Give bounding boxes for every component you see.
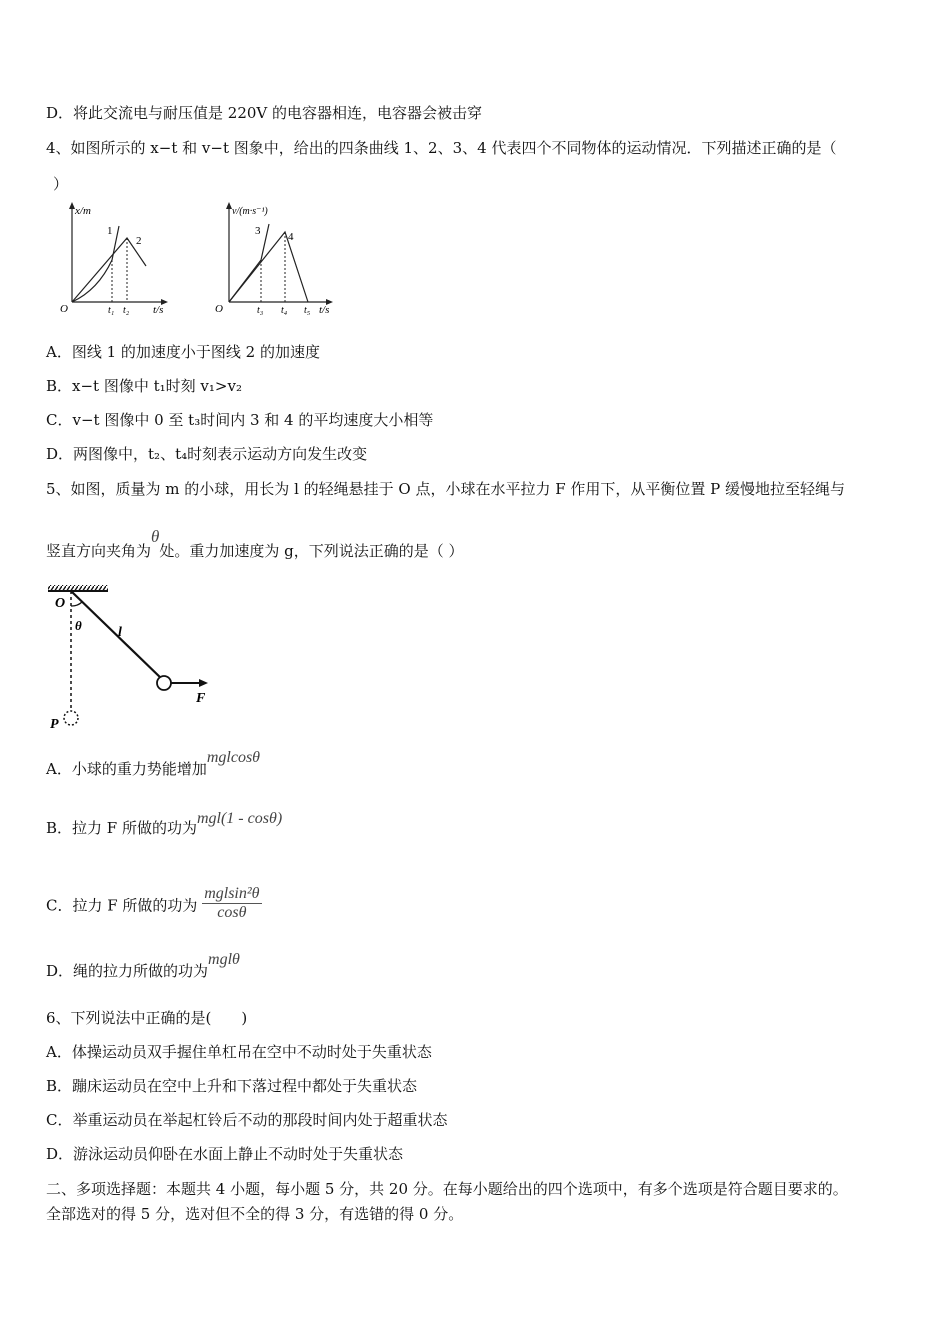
- q6-option-b: B．蹦床运动员在空中上升和下落过程中都处于失重状态: [46, 1077, 418, 1095]
- q6-stem: 6、下列说法中正确的是( ): [46, 1009, 248, 1027]
- vt-origin: O: [215, 303, 223, 315]
- q5-option-a-label: A．小球的重力势能增加: [46, 760, 207, 778]
- q5-option-a: [46, 749, 261, 779]
- vt-curve-4: [229, 232, 308, 302]
- q5-option-c: [46, 885, 262, 925]
- q4-graph-vt: [213, 200, 343, 318]
- xt-t1: t₁: [108, 305, 115, 316]
- q5-stem-line1: 5、如图，质量为 m 的小球，用长为 l 的轻绳悬挂于 O 点，小球在水平拉力 F 作用下，从平衡位置 P 缓慢地拉至轻绳与: [46, 480, 846, 498]
- xt-curve-1-label: 1: [107, 225, 113, 237]
- xt-ylabel: x/m: [75, 205, 91, 217]
- q5-option-b: [46, 810, 283, 838]
- q5-option-c-fraction: [202, 885, 261, 922]
- q5-option-a-formula: mglcosθ: [206, 749, 261, 766]
- xt-curve-2: [72, 238, 146, 302]
- q5-option-c-label: C．拉力 F 所做的功为: [46, 896, 198, 915]
- q5-stem-rest: 处。重力加速度为 g，下列说法正确的是（ ）: [159, 542, 464, 560]
- vt-curve-3: [229, 224, 269, 302]
- vt-curve-3-label: 3: [255, 225, 261, 237]
- q4-option-b: B．x−t 图像中 t₁时刻 v₁>v₂: [46, 377, 242, 395]
- q5-option-c-denominator: cosθ: [217, 904, 247, 921]
- q5-stem-line2: [46, 527, 464, 561]
- vt-t3: t₃: [257, 305, 264, 316]
- xt-t2: t₂: [123, 305, 130, 316]
- section2-intro-line2: 全部选对的得 5 分，选对但不全的得 3 分，有选错的得 0 分。: [46, 1205, 464, 1223]
- q4-option-c: C．v−t 图像中 0 至 t₃时间内 3 和 4 的平均速度大小相等: [46, 411, 434, 429]
- fig-label-O: O: [55, 596, 66, 611]
- fig-label-theta: θ: [75, 618, 82, 633]
- vt-t4: t₄: [281, 305, 288, 316]
- vt-xlabel: t/s: [319, 304, 330, 316]
- q5-stem-theta: θ: [151, 527, 160, 546]
- q5-option-b-label: B．拉力 F 所做的功为: [46, 819, 197, 837]
- xt-xlabel: t/s: [153, 304, 164, 316]
- fig-label-l: l: [118, 625, 122, 640]
- fig-label-P: P: [50, 717, 59, 732]
- section2-intro-line1: 二、多项选择题：本题共 4 小题，每小题 5 分，共 20 分。在每小题给出的四个选项中，有多个选项是符合题目要求的。: [46, 1180, 848, 1198]
- q5-option-c-numerator: mglsin²θ: [204, 885, 260, 902]
- q6-option-c: C．举重运动员在举起杠铃后不动的那段时间内处于超重状态: [46, 1111, 448, 1129]
- xt-origin: O: [60, 303, 68, 315]
- q4-stem: 4、如图所示的 x−t 和 v−t 图象中，给出的四条曲线 1、2、3、4 代表四个不同物体的运动情况．下列描述正确的是（: [46, 139, 837, 157]
- vt-ylabel: v/(m·s⁻¹): [232, 206, 268, 217]
- xt-curve-2-label: 2: [136, 235, 142, 247]
- q5-option-d-formula: mglθ: [208, 951, 240, 968]
- q5-option-d: [46, 951, 240, 981]
- q4-option-a: A．图线 1 的加速度小于图线 2 的加速度: [46, 343, 320, 361]
- q6-option-a: A．体操运动员双手握住单杠吊在空中不动时处于失重状态: [46, 1043, 432, 1061]
- q4-option-d: D．两图像中，t₂、t₄时刻表示运动方向发生改变: [46, 445, 368, 463]
- q3-option-d: D．将此交流电与耐压值是 220V 的电容器相连，电容器会被击穿: [46, 104, 483, 122]
- vt-curve-4-label: 4: [288, 231, 294, 243]
- q5-option-d-label: D．绳的拉力所做的功为: [46, 962, 209, 980]
- q6-option-d: D．游泳运动员仰卧在水面上静止不动时处于失重状态: [46, 1145, 404, 1163]
- q5-option-b-formula: mgl(1 - cosθ): [196, 810, 283, 827]
- vt-t5: t₅: [304, 305, 311, 316]
- q4-stem-tail: ）: [53, 175, 69, 193]
- q4-graph-xt: [58, 200, 178, 318]
- q5-stem-angle-text: 竖直方向夹角为: [46, 542, 152, 560]
- fig-label-F: F: [196, 691, 206, 706]
- q5-pendulum-figure: [42, 580, 222, 735]
